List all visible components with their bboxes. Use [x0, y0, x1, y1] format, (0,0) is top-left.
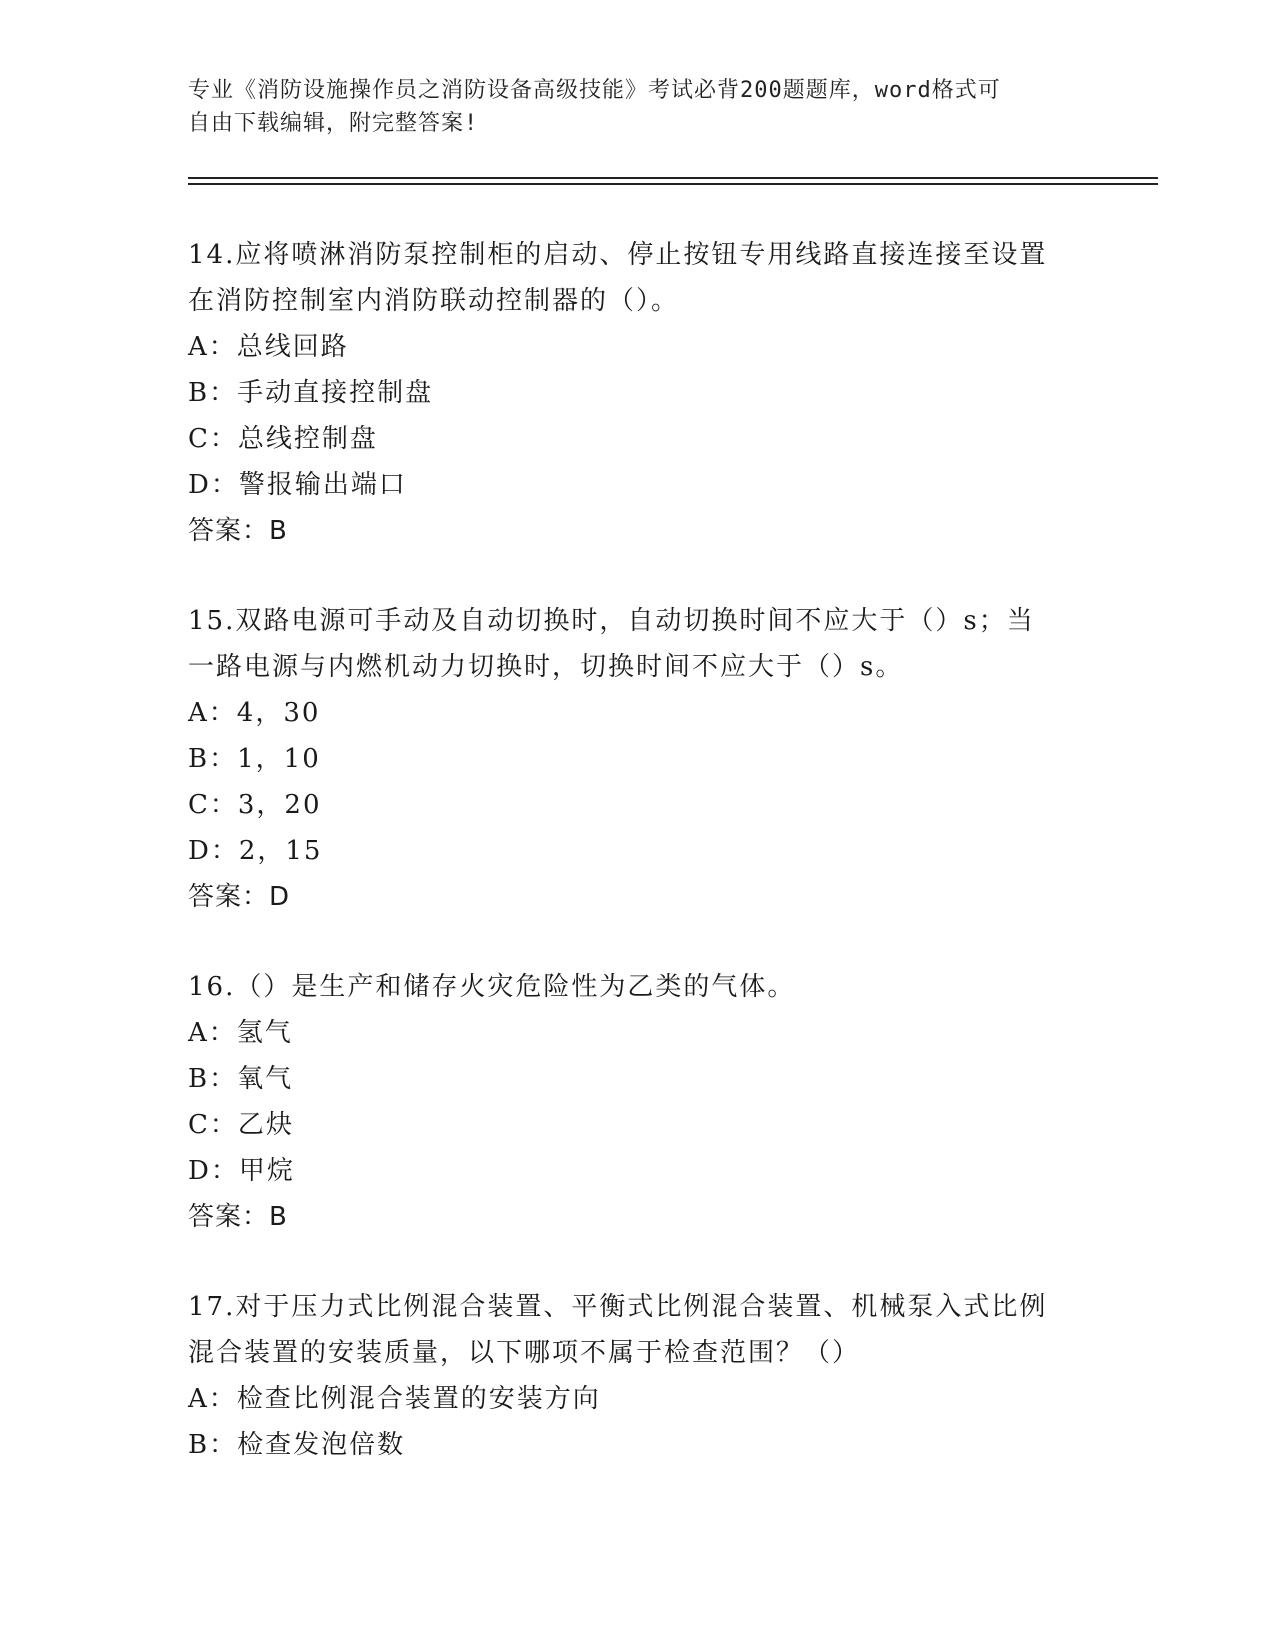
option-d: D：2，15 [188, 836, 323, 866]
option-b: B：1，10 [188, 744, 321, 774]
document-header [188, 74, 1088, 140]
question-text-line: 14.应将喷淋消防泵控制柜的启动、停止按钮专用线路直接连接至设置 [188, 240, 1048, 270]
question-text-line: 16.（）是生产和储存火灾危险性为乙类的气体。 [188, 972, 796, 1002]
question-text-line: 15.双路电源可手动及自动切换时，自动切换时间不应大于（）s；当 [188, 606, 1035, 636]
answer: 答案：D [188, 882, 291, 912]
option-a: A：氢气 [188, 1018, 293, 1048]
header-line-1: 专业《消防设施操作员之消防设备高级技能》考试必背200题题库，word格式可 [188, 78, 1001, 103]
question-text-line: 混合装置的安装质量，以下哪项不属于检查范围？（） [188, 1338, 861, 1368]
option-a: A：4，30 [188, 698, 321, 728]
option-b: B：手动直接控制盘 [188, 378, 434, 408]
option-b: B：检查发泡倍数 [188, 1430, 406, 1460]
option-d: D：警报输出端口 [188, 470, 407, 500]
option-c: C：乙炔 [188, 1110, 294, 1140]
option-c: C：总线控制盘 [188, 424, 378, 454]
question-16 [188, 964, 1088, 1240]
header-divider-bottom [188, 183, 1158, 185]
question-text-line: 在消防控制室内消防联动控制器的（）。 [188, 286, 680, 316]
option-c: C：3，20 [188, 790, 322, 820]
answer: 答案：B [188, 1202, 288, 1232]
question-17 [188, 1284, 1088, 1468]
answer: 答案：B [188, 516, 288, 546]
option-a: A：检查比例混合装置的安装方向 [188, 1384, 601, 1414]
header-divider-top [188, 177, 1158, 179]
question-text-line: 17.对于压力式比例混合装置、平衡式比例混合装置、机械泵入式比例 [188, 1292, 1048, 1322]
question-15 [188, 598, 1088, 920]
option-d: D：甲烷 [188, 1156, 295, 1186]
option-a: A：总线回路 [188, 332, 349, 362]
question-text-line: 一路电源与内燃机动力切换时，切换时间不应大于（）s。 [188, 652, 904, 682]
question-14 [188, 232, 1088, 554]
header-line-2: 自由下载编辑，附完整答案! [188, 111, 479, 136]
option-b: B：氧气 [188, 1064, 294, 1094]
